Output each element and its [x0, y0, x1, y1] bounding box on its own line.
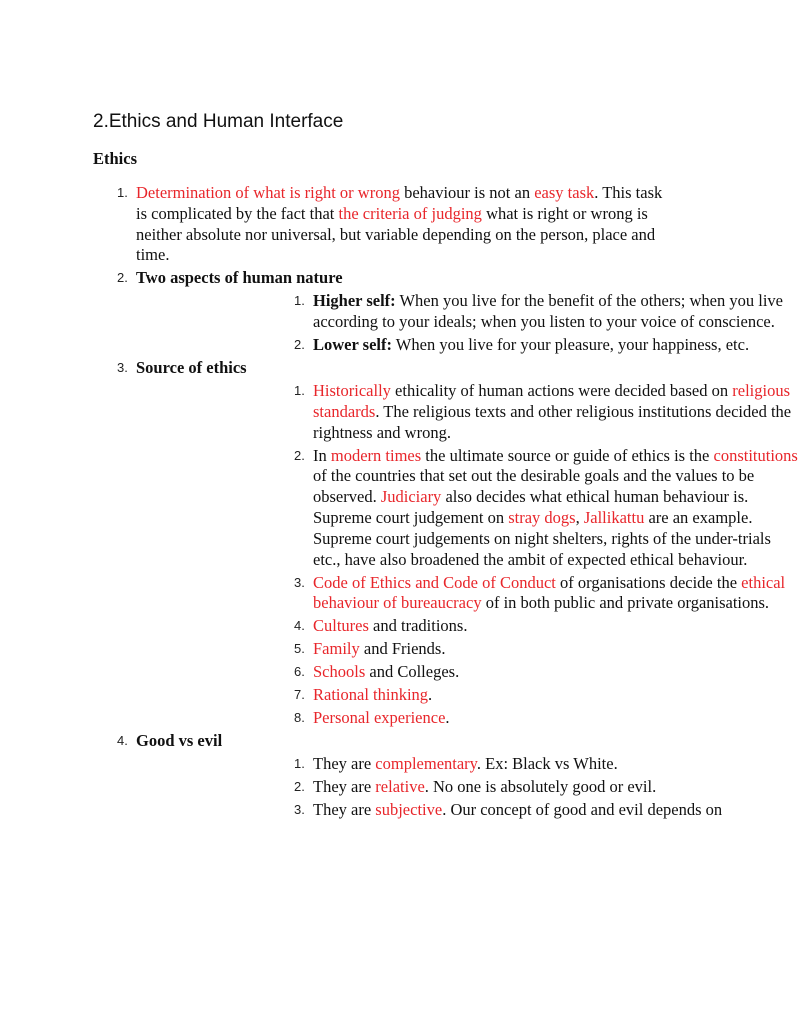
list-item-text: [313, 708, 450, 727]
highlighted-text: Schools: [313, 662, 366, 682]
list-item-number: 3.: [117, 360, 128, 376]
bold-text: Good vs evil: [136, 731, 223, 751]
text-segment: In: [313, 445, 331, 465]
sub-list-item: [136, 381, 802, 443]
highlighted-text: constitutions: [713, 445, 798, 465]
list-item-number: 3.: [294, 802, 305, 818]
list-item-text: [136, 268, 343, 287]
list-item-text: [313, 381, 795, 442]
list-item-text: [313, 573, 789, 613]
sub-list-item: [136, 639, 802, 660]
sub-list-item: [136, 573, 802, 615]
sub-list: [136, 754, 723, 821]
list-item-number: 1.: [294, 383, 305, 399]
list-item-number: 2.: [294, 447, 305, 463]
text-segment: behaviour is not an: [399, 183, 535, 202]
text-segment: and Colleges.: [365, 662, 460, 682]
list-item: [0, 731, 723, 821]
sub-list-item: [136, 708, 802, 729]
list-item-text: [313, 639, 445, 658]
document-body: [0, 183, 802, 823]
highlighted-text: stray dogs: [508, 508, 576, 528]
text-segment: .: [428, 685, 433, 705]
list-item-text: [136, 183, 666, 264]
text-segment: and Friends.: [359, 639, 446, 659]
highlighted-text: religious standards: [313, 381, 795, 421]
highlighted-text: easy task: [534, 183, 595, 202]
text-segment: of the countries that set out the desirable goals and the values to be observed.: [313, 445, 802, 507]
list-item-number: 3.: [294, 574, 305, 590]
list-item-number: 6.: [294, 664, 305, 680]
list-item-text: [313, 616, 467, 635]
text-segment: They are: [313, 754, 376, 774]
list-item-text: [136, 731, 222, 750]
highlighted-text: Code of Ethics and Code of Conduct: [313, 572, 556, 592]
document-title: 2.Ethics and Human Interface: [93, 111, 344, 132]
list-item-text: [313, 754, 618, 773]
text-segment: are an example. Supreme court judgements on night shelters, rights of the under-trials etc., have also broadened the ambit of expected ethical behaviour.: [313, 508, 776, 569]
text-segment: . This task is complicated by the fact that: [136, 183, 667, 223]
list-item-text: [313, 662, 459, 681]
list-item-text: [313, 777, 656, 796]
section-heading: Ethics: [93, 149, 138, 168]
list-item: [0, 183, 666, 266]
sub-list-item: [136, 291, 802, 333]
text-segment: ,: [575, 508, 584, 528]
sub-list-item: [136, 662, 802, 683]
text-segment: . The religious texts and other religious institutions decided the rightness and wrong.: [313, 401, 796, 442]
highlighted-text: Personal experience: [313, 708, 446, 728]
text-segment: of organisations decide the: [555, 572, 742, 592]
list-item-number: 4.: [294, 618, 305, 634]
highlighted-text: Rational thinking: [313, 685, 429, 705]
list-item-number: 4.: [117, 733, 128, 749]
list-item-number: 1.: [294, 756, 305, 772]
list-item-number: 2.: [294, 779, 305, 795]
text-segment: When you live for your pleasure, your happiness, etc.: [391, 335, 750, 355]
text-segment: what is right or wrong is neither absolute nor universal, but variable depending on the person, place and time.: [136, 203, 660, 265]
bold-text: Source of ethics: [136, 358, 247, 378]
highlighted-text: Historically: [313, 381, 391, 401]
sub-list-item: [136, 685, 802, 706]
sub-list-item: [136, 800, 802, 821]
highlighted-text: modern times: [330, 445, 422, 465]
sub-list-item: [136, 777, 802, 798]
list-item-number: 1.: [117, 185, 128, 200]
highlighted-text: Judiciary: [380, 487, 442, 507]
highlighted-text: ethical behaviour of bureaucracy: [313, 572, 790, 613]
highlighted-text: Determination of what is right or wrong: [136, 183, 400, 202]
text-segment: . Ex: Black vs White.: [476, 754, 618, 774]
sub-list: [136, 381, 802, 729]
highlighted-text: the criteria of judging: [338, 203, 482, 223]
highlighted-text: relative: [375, 777, 425, 797]
list-item-text: [313, 446, 802, 569]
list-item-text: [313, 291, 787, 331]
bold-text: Two aspects of human nature: [136, 268, 343, 288]
list-item-number: 8.: [294, 710, 305, 726]
list-item-number: 2.: [294, 337, 305, 353]
text-segment: also decides what ethical human behaviour is. Supreme court judgement on: [313, 487, 753, 528]
highlighted-text: Family: [313, 639, 360, 659]
highlighted-text: subjective: [375, 800, 443, 820]
text-segment: and traditions.: [368, 616, 468, 636]
text-segment: ethicality of human actions were decided based on: [390, 381, 733, 401]
list-item-text: [313, 685, 432, 704]
sub-list-item: [136, 446, 802, 571]
sub-list-item: [136, 335, 802, 356]
numbered-list: [0, 183, 802, 821]
bold-text: Lower self:: [313, 335, 392, 355]
sub-list: [136, 291, 788, 356]
text-segment: .: [445, 708, 450, 728]
list-item-text: [313, 800, 722, 819]
highlighted-text: Cultures: [313, 616, 369, 636]
list-item: [0, 268, 788, 356]
list-item: [0, 358, 802, 729]
list-item-number: 2.: [117, 270, 128, 286]
sub-list-item: [136, 754, 802, 775]
text-segment: the ultimate source or guide of ethics is the: [421, 445, 714, 465]
list-item-number: 1.: [294, 293, 305, 309]
text-segment: They are: [313, 777, 376, 797]
text-segment: of in both public and private organisations.: [481, 593, 770, 613]
bold-text: Higher self:: [313, 291, 396, 311]
list-item-text: [313, 335, 749, 354]
text-segment: . Our concept of good and evil depends on: [442, 800, 723, 820]
list-item-number: 7.: [294, 687, 305, 703]
highlighted-text: complementary: [375, 754, 477, 774]
text-segment: When you live for the benefit of the others; when you live according to your ideals; when you listen to your voice of conscience.: [313, 291, 788, 332]
text-segment: . No one is absolutely good or evil.: [424, 777, 657, 797]
highlighted-text: Jallikattu: [583, 508, 645, 528]
sub-list-item: [136, 616, 802, 637]
text-segment: They are: [313, 800, 376, 820]
list-item-number: 5.: [294, 641, 305, 657]
list-item-text: [136, 358, 247, 377]
